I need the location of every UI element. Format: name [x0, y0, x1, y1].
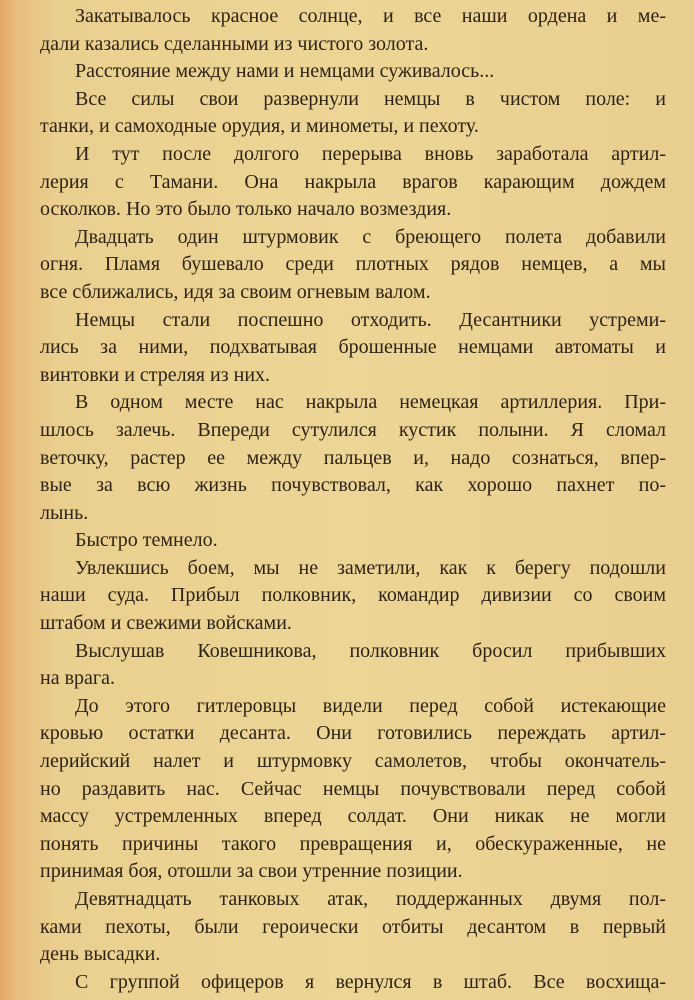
text-line: Немцы стали поспешно отходить. Десантники устреми-: [75, 308, 666, 331]
paragraph: [40, 693, 666, 886]
text-line: С группой офицеров я вернулся в штаб. Все восхища-: [75, 970, 666, 993]
paragraph: [40, 389, 666, 527]
text-line: понять причины такого превращения и, обескураженные, не: [40, 832, 666, 855]
text-line: кровью остатки десанта. Они готовились переждать артил-: [40, 722, 666, 745]
text-line: До этого гитлеровцы видели перед собой истекающие: [75, 694, 666, 717]
text-line: дали казались сделанными из чистого золота.: [40, 32, 429, 55]
text-line: танки, и самоходные орудия, и минометы, и пехоту.: [40, 115, 479, 138]
text-line: все сближались, идя за своим огневым валом.: [40, 280, 431, 303]
text-line: на врага.: [40, 667, 115, 690]
text-line: вые за всю жизнь почувствовал, как хорошо пахнет по-: [40, 474, 666, 497]
text-line: ками пехоты, были героически отбиты десантом в первый: [40, 915, 666, 938]
text-line: день высадки.: [40, 943, 161, 966]
text-line: Закатывалось красное солнце, и все наши ордена и ме-: [75, 5, 666, 27]
text-line: Все силы свои развернули немцы в чистом поле: и: [75, 87, 666, 110]
text-line: Расстояние между нами и немцами суживалось...: [75, 60, 495, 83]
paragraph: [40, 3, 666, 58]
book-page-text: [40, 3, 666, 996]
paragraph: [40, 224, 666, 307]
text-line: Выслушав Ковешникова, полковник бросил прибывших: [75, 639, 666, 662]
text-line: Девятнадцать танковых атак, поддержанных двумя пол-: [75, 888, 666, 910]
text-line: Быстро темнело.: [75, 529, 218, 552]
paragraph: [40, 969, 666, 997]
text-line: шлось залечь. Впереди сутулился кустик полыни. Я сломал: [40, 418, 666, 441]
text-line: наши суда. Прибыл полковник, командир дивизии со своим: [40, 584, 666, 607]
text-line: Увлекшись боем, мы не заметили, как к берегу подошли: [75, 556, 666, 579]
text-line: лись за ними, подхватывая брошенные немцами автоматы и: [40, 336, 666, 359]
paragraph: [40, 58, 666, 86]
paragraph: [40, 555, 666, 638]
text-line: огня. Пламя бушевало среди плотных рядов немцев, а мы: [40, 253, 666, 276]
text-line: принимая боя, отошли за свои утренние позиции.: [40, 860, 463, 883]
paragraph: [40, 86, 666, 141]
text-line: штабом и свежими войсками.: [40, 612, 292, 635]
paragraph: [40, 527, 666, 555]
text-line: но раздавить нас. Сейчас немцы почувствовали перед собой: [40, 777, 666, 800]
text-line: массу устремленных вперед солдат. Они никак не могли: [40, 805, 666, 828]
text-line: И тут после долгого перерыва вновь заработала артил-: [75, 142, 666, 165]
paragraph: [40, 307, 666, 390]
text-line: лынь.: [40, 501, 89, 524]
paragraph: [40, 886, 666, 969]
paragraph: [40, 141, 666, 224]
text-line: веточку, растер ее между пальцев и, надо сознаться, впер-: [40, 446, 666, 469]
text-line: винтовки и стреляя из них.: [40, 363, 271, 386]
text-line: лерийский налет и штурмовку самолетов, чтобы окончатель-: [40, 750, 666, 773]
text-line: лерия с Тамани. Она накрыла врагов карающим дождем: [40, 170, 666, 193]
text-line: Двадцать один штурмовик с бреющего полета добавили: [75, 225, 666, 248]
paragraph: [40, 638, 666, 693]
text-line: осколков. Но это было только начало возмездия.: [40, 198, 452, 221]
text-line: В одном месте нас накрыла немецкая артиллерия. При-: [75, 391, 666, 414]
